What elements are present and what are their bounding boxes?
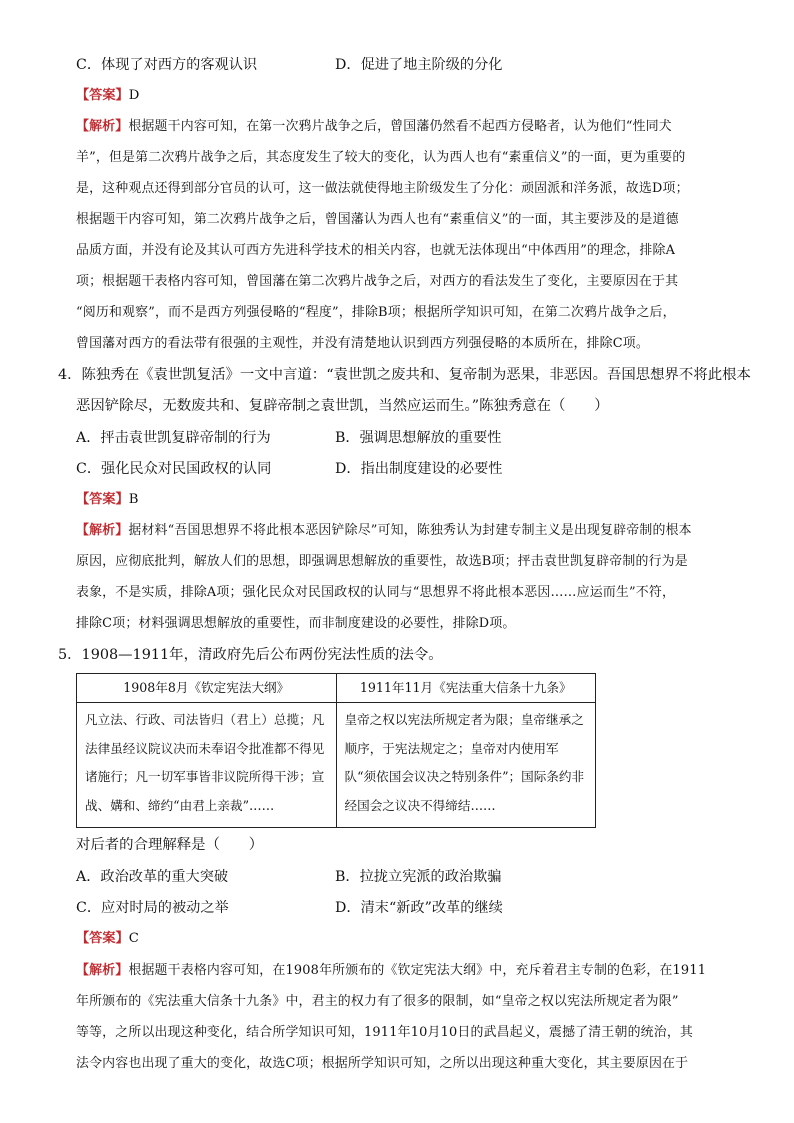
q5-option-d: D．清末“新政”改革的继续	[335, 900, 503, 916]
q3-analysis-line: 根据题干内容可知，第二次鸦片战争之后，曾国藩认为西人也有“素重信义”的一面，其主要涉及的是道德	[76, 212, 679, 227]
q3-analysis-line: “阅历和观察”，而不是西方列强侵略的“程度”，排除B项；根据所学知识可知，在第二次鸦片战争之后，	[76, 305, 676, 320]
q4-analysis-line: 【解析】据材料“吾国思想界不将此根本恶因铲除尽”可知，陈独秀认为封建专制主义是出现复辟帝制的根本	[76, 523, 692, 538]
answer-tag: 【答案】	[76, 931, 129, 946]
q4-answer	[76, 490, 756, 510]
table-cell: 凡立法、行政、司法皆归（君上）总揽；凡法律虽经议院议决而未奉诏令批准都不得见诸施行；凡一切军事皆非议院所得干涉；宣战、媾和、缔约“由君上亲裁”……	[77, 703, 337, 828]
q3-option-c: C．体现了对西方的客观认识	[76, 57, 258, 73]
table-cell: 皇帝之权以宪法所规定者为限；皇帝继承之顺序，于宪法规定之；皇帝对内使用军队“须依国会议决之特别条件”；国际条约非经国会之议决不得缔结……	[336, 703, 596, 828]
q4-analysis-line: 表象，不是实质，排除A项；强化民众对民国政权的认同与“思想界不将此根本恶因……应运而生”不符，	[76, 585, 676, 600]
constitution-comparison-table	[76, 673, 596, 828]
q5-analysis-line: 等等，之所以出现这种变化，结合所学知识可知，1911年10月10日的武昌起义，震撼了清王朝的统治，其	[76, 1025, 694, 1040]
q3-answer	[76, 86, 756, 106]
q4-option-d: D．指出制度建设的必要性	[335, 461, 503, 477]
q5-stem: 5．1908—1911年，清政府先后公布两份宪法性质的法令。	[58, 647, 443, 663]
q5-option-c: C．应对时局的被动之举	[76, 900, 229, 916]
q5-question: 对后者的合理解释是（ ）	[76, 837, 264, 853]
q3-analysis-line: 曾国藩对西方的看法带有很强的主观性，并没有清楚地认识到西方列强侵略的本质所在，排除C项。	[76, 336, 649, 351]
table-header: 1908年8月《钦定宪法大纲》	[77, 674, 337, 703]
answer-tag: 【答案】	[76, 492, 129, 507]
analysis-tag: 【解析】	[76, 119, 129, 134]
q5-analysis-line: 【解析】根据题干表格内容可知，在1908年所颁布的《钦定宪法大纲》中，充斥着君主专制的色彩，在1911	[76, 963, 707, 978]
answer-value: B	[128, 492, 139, 507]
q5-option-b: B．拉拢立宪派的政治欺骗	[335, 869, 502, 885]
q4-option-b: B．强调思想解放的重要性	[335, 430, 502, 446]
analysis-tag: 【解析】	[76, 963, 129, 978]
q4-analysis-line: 原因，应彻底批判，解放人们的思想，即强调思想解放的重要性，故选B项；抨击袁世凯复辟帝制的行为是	[76, 554, 688, 569]
q3-option-d: D．促进了地主阶级的分化	[335, 57, 503, 73]
q3-analysis-line: 羊”，但是第二次鸦片战争之后，其态度发生了较大的变化，认为西人也有“素重信义”的一面，更为重要的	[76, 150, 686, 165]
answer-value: C	[128, 931, 139, 946]
q3-analysis-line: 【解析】根据题干内容可知，在第一次鸦片战争之后，曾国藩仍然看不起西方侵略者，认为他们“性同犬	[76, 119, 672, 134]
q3-analysis-line: 是，这种观点还得到部分官员的认可，这一做法就使得地主阶级发生了分化：顽固派和洋务派，故选D项；	[76, 181, 689, 196]
q4-option-a: A．抨击袁世凯复辟帝制的行为	[76, 430, 271, 446]
analysis-tag: 【解析】	[76, 523, 129, 538]
q5-analysis-line: 法令内容也出现了重大的变化，故选C项；根据所学知识可知，之所以出现这种重大变化，其主要原因在于	[76, 1056, 689, 1071]
answer-tag: 【答案】	[76, 88, 129, 103]
q4-analysis-line: 排除C项；材料强调思想解放的重要性，而非制度建设的必要性，排除D项。	[76, 616, 516, 631]
q3-analysis-line: 项；根据题干表格内容可知，曾国藩在第二次鸦片战争之后，对西方的看法发生了变化，主要原因在于其	[76, 274, 679, 289]
q4-stem-line: 恶因铲除尽，无数废共和、复辟帝制之袁世凯，当然应运而生。”陈独秀意在（ ）	[76, 398, 609, 414]
q4-stem-line: 4．陈独秀在《袁世凯复活》一文中言道：“袁世凯之废共和、复帝制为恶果，非恶因。吾国思想界不将此根本	[58, 367, 751, 383]
q4-option-c: C．强化民众对民国政权的认同	[76, 461, 272, 477]
q5-answer	[76, 929, 756, 949]
q5-analysis-line: 年所颁布的《宪法重大信条十九条》中，君主的权力有了很多的限制，如“皇帝之权以宪法所规定者为限”	[76, 994, 679, 1009]
answer-value: D	[128, 88, 140, 103]
q5-option-a: A．政治改革的重大突破	[76, 869, 229, 885]
table-header: 1911年11月《宪法重大信条十九条》	[336, 674, 596, 703]
q3-analysis-line: 品质方面，并没有论及其认可西方先进科学技术的相关内容，也就无法体现出“中体西用”的理念，排除A	[76, 243, 676, 258]
